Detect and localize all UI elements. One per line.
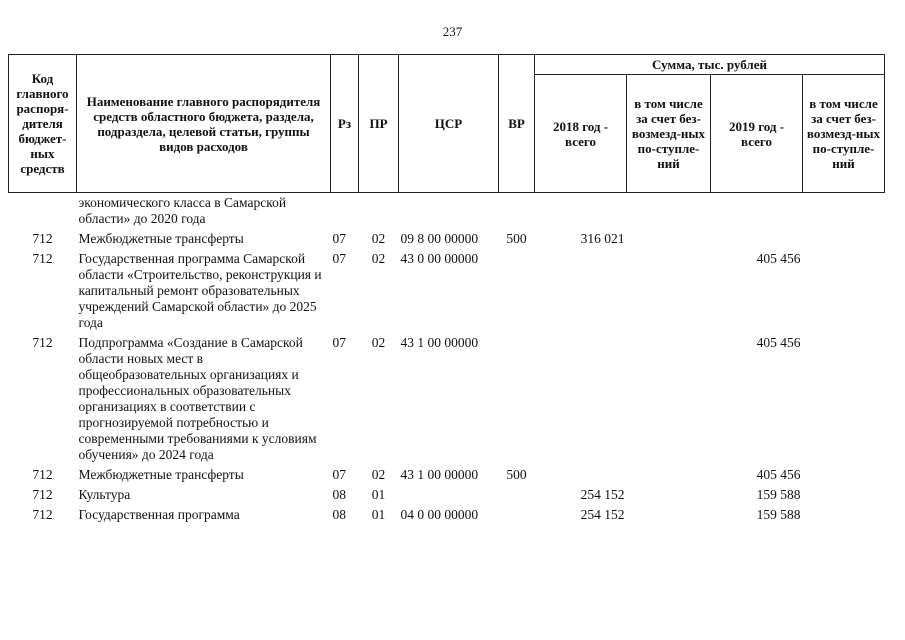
cell-total-2018	[535, 250, 627, 334]
cell-gratuitous-2018	[627, 506, 711, 526]
cell-total-2019: 159 588	[756, 507, 801, 522]
cell-pr: 02	[371, 231, 386, 246]
cell-total-2018	[535, 334, 627, 466]
cell-csr: 43 1 00 00000	[400, 335, 479, 350]
cell-total-2019: 405 456	[756, 467, 801, 482]
cell-total-2019	[711, 230, 803, 250]
header-name: Наименование главного распорядителя средств областного бюджета, раздела, подраздела, целевой статьи, группы видов расходов	[77, 55, 331, 193]
header-code: Код главного распоря-дителя бюджет-ных средств	[9, 55, 77, 193]
cell-vr	[499, 506, 535, 526]
table-row	[9, 506, 885, 526]
cell-vr	[499, 334, 535, 466]
cell-csr	[399, 486, 499, 506]
cell-total-2018: 316 021	[580, 231, 625, 246]
cell-name: Межбюджетные трансферты	[78, 231, 244, 246]
table-row	[9, 334, 885, 466]
header-gratuitous-2018: в том числе за счет без-возмезд-ных по-ступле-ний	[627, 75, 711, 193]
cell-pr: 02	[371, 251, 386, 266]
cell-gratuitous-2019	[803, 486, 885, 506]
header-total-2018: 2018 год - всего	[535, 75, 627, 193]
cell-gratuitous-2019	[803, 466, 885, 486]
table-row	[9, 466, 885, 486]
cell-vr: 500	[506, 231, 527, 246]
table-row	[9, 250, 885, 334]
cell-gratuitous-2018	[627, 230, 711, 250]
cell-rz: 08	[332, 507, 346, 522]
cell-rz: 07	[332, 251, 346, 266]
cell-code: 712	[32, 231, 53, 246]
cell-pr: 01	[371, 507, 386, 522]
cell-gratuitous-2018	[627, 486, 711, 506]
header-total-2019: 2019 год - всего	[711, 75, 803, 193]
cell-name: Государственная программа	[78, 507, 240, 522]
cell-gratuitous-2019	[803, 250, 885, 334]
cell-name: Государственная программа Самарской области «Строительство, реконструкция и капитальный ремонт образовательных учреждений Самарской области» до 2025 года	[78, 251, 322, 330]
header-rz: Рз	[331, 55, 359, 193]
cell-name: Подпрограмма «Создание в Самарской области новых мест в общеобразовательных организациях и профессиональных образовательных организациях в соответствии с прогнозируемой потребностью и современными требованиями к условиям обучения» до 2024 года	[78, 335, 317, 462]
header-pr: ПР	[359, 55, 399, 193]
cell-gratuitous-2019	[803, 506, 885, 526]
cell-pr: 01	[371, 487, 386, 502]
continuation-text: экономического класса в Самарской области» до 2020 года	[78, 195, 287, 226]
cell-total-2019: 405 456	[756, 335, 801, 350]
cell-code: 712	[32, 507, 53, 522]
cell-name: Культура	[78, 487, 131, 502]
cell-gratuitous-2018	[627, 334, 711, 466]
header-sum-group: Сумма, тыс. рублей	[535, 55, 885, 75]
cell-name: Межбюджетные трансферты	[78, 467, 244, 482]
cell-gratuitous-2018	[627, 466, 711, 486]
cell-code: 712	[32, 251, 53, 266]
cell-code: 712	[32, 467, 53, 482]
table-row	[9, 486, 885, 506]
cell-total-2019: 405 456	[756, 251, 801, 266]
cell-csr: 04 0 00 00000	[400, 507, 479, 522]
cell-vr	[499, 250, 535, 334]
cell-pr: 02	[371, 467, 386, 482]
cell-total-2018: 254 152	[580, 507, 625, 522]
cell-gratuitous-2019	[803, 334, 885, 466]
cell-total-2018	[535, 466, 627, 486]
page-number: 237	[442, 24, 463, 39]
cell-rz: 07	[332, 467, 346, 482]
cell-rz: 08	[332, 487, 346, 502]
cell-total-2018: 254 152	[580, 487, 625, 502]
cell-csr: 43 1 00 00000	[400, 467, 479, 482]
budget-table	[8, 54, 885, 526]
cell-code: 712	[32, 335, 53, 350]
table-row	[9, 230, 885, 250]
cell-rz: 07	[332, 231, 346, 246]
cell-csr: 09 8 00 00000	[400, 231, 479, 246]
continuation-row	[9, 193, 885, 231]
cell-total-2019: 159 588	[756, 487, 801, 502]
cell-pr: 02	[371, 335, 386, 350]
cell-vr	[499, 486, 535, 506]
cell-csr: 43 0 00 00000	[400, 251, 479, 266]
cell-gratuitous-2019	[803, 230, 885, 250]
cell-vr: 500	[506, 467, 527, 482]
header-vr: ВР	[499, 55, 535, 193]
cell-rz: 07	[332, 335, 346, 350]
header-csr: ЦСР	[399, 55, 499, 193]
cell-code: 712	[32, 487, 53, 502]
cell-gratuitous-2018	[627, 250, 711, 334]
header-gratuitous-2019: в том числе за счет без-возмезд-ных по-ступле-ний	[803, 75, 885, 193]
